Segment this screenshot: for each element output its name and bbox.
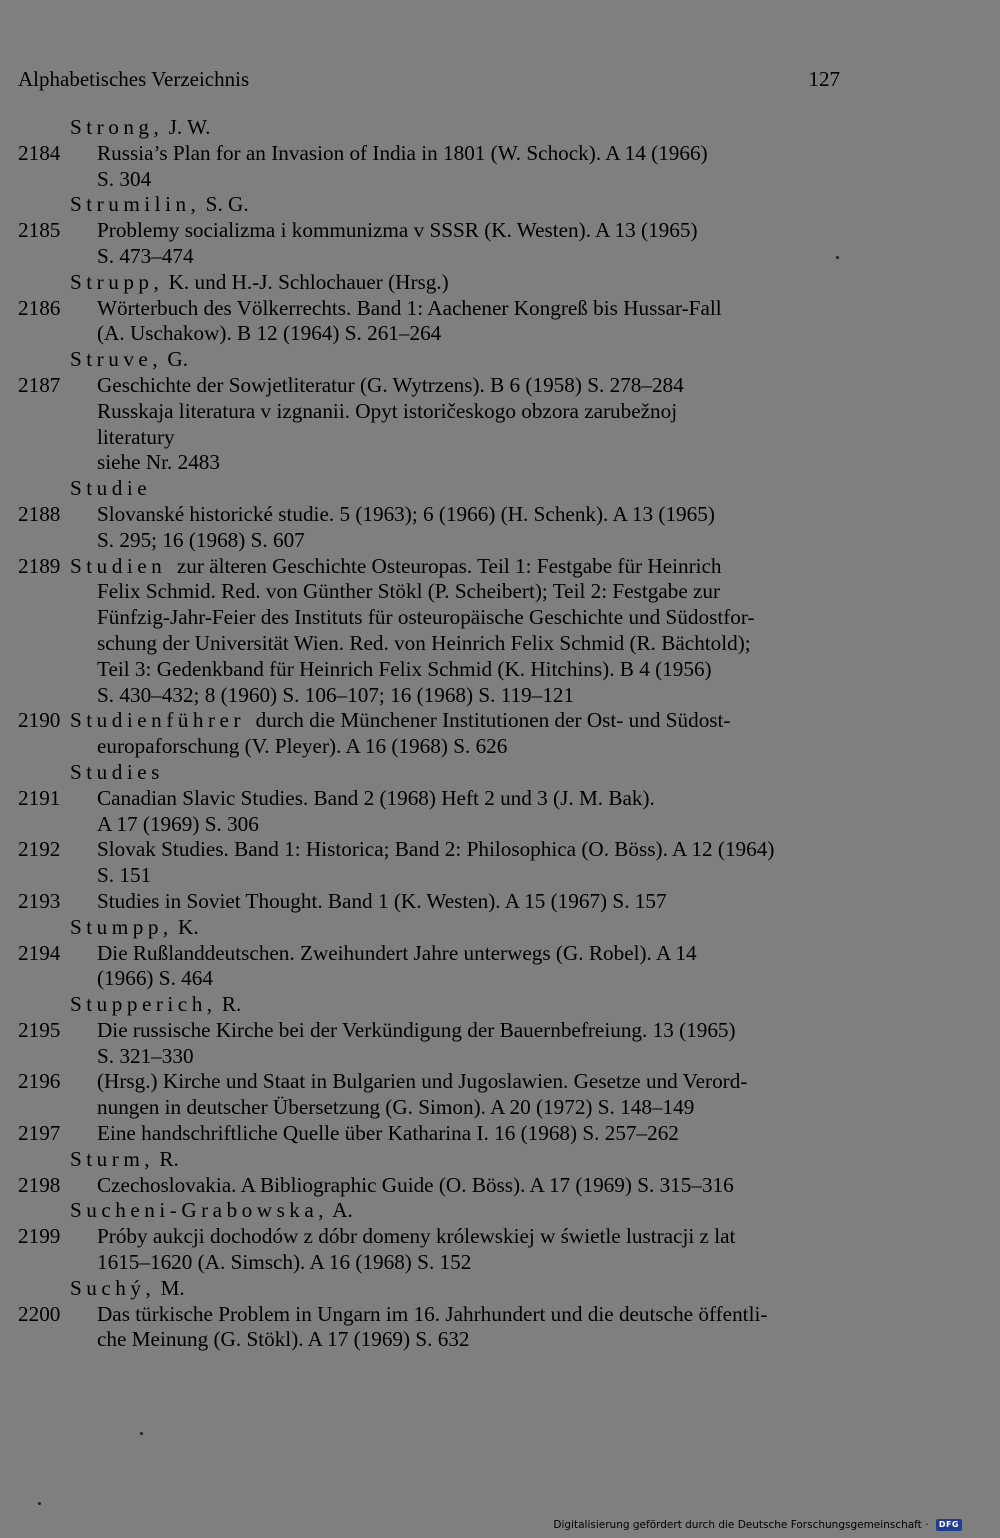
entry-text: Slovak Studies. Band 1: Historica; Band 2: Philosophica (O. Böss). A 12 (1964) — [97, 837, 775, 862]
author-name — [70, 347, 188, 373]
index-entry — [0, 1018, 1000, 1044]
author-heading — [0, 992, 1000, 1018]
entry-continuation — [0, 528, 1000, 554]
entry-number: 2193 — [18, 888, 61, 913]
entry-text: Fünfzig-Jahr-Feier des Instituts für osteuropäische Geschichte und Südostfor- — [97, 605, 755, 630]
entry-text: literatury — [97, 424, 175, 449]
index-entry — [0, 1302, 1000, 1328]
entry-text: Wörterbuch des Völkerrechts. Band 1: Aachener Kongreß bis Hussar-Fall — [97, 295, 722, 320]
author-heading — [0, 476, 1000, 502]
page-number: 127 — [808, 67, 840, 91]
entry-text: Das türkische Problem in Ungarn im 16. Jahrhundert und die deutsche öffentli- — [97, 1301, 768, 1326]
entry-remainder: M. — [155, 1275, 185, 1300]
entry-remainder: zur älteren Geschichte Osteuropas. Teil 1: Festgabe für Heinrich — [166, 553, 722, 578]
index-entry — [0, 786, 1000, 812]
entry-text: nungen in deutscher Übersetzung (G. Simon). A 20 (1972) S. 148–149 — [97, 1095, 695, 1120]
speck-mark — [38, 1502, 41, 1505]
entry-text: Russia’s Plan for an Invasion of India in 1801 (W. Schock). A 14 (1966) — [97, 140, 708, 165]
author-heading — [0, 270, 1000, 296]
entry-continuation — [0, 683, 1000, 709]
spaced-keyword: Suchý, — [70, 1275, 156, 1300]
entry-number: 2196 — [18, 1069, 61, 1094]
entry-remainder: R. — [216, 992, 242, 1017]
entry-number: 2190 — [18, 708, 61, 733]
entry-text: S. 151 — [97, 863, 152, 888]
entry-number: 2199 — [18, 1224, 61, 1249]
index-entries — [0, 115, 1000, 1353]
entry-continuation — [0, 167, 1000, 193]
entry-number: 2184 — [18, 140, 61, 165]
entry-continuation — [0, 1327, 1000, 1353]
entry-text: Czechoslovakia. A Bibliographic Guide (O. Böss). A 17 (1969) S. 315–316 — [97, 1172, 734, 1197]
entry-continuation — [0, 579, 1000, 605]
spaced-keyword: Strupp, — [70, 269, 164, 294]
index-entry — [0, 1224, 1000, 1250]
entry-remainder: R. — [154, 1146, 179, 1171]
spaced-keyword: Sucheni-Grabowska, — [70, 1198, 329, 1223]
author-name — [70, 1198, 353, 1224]
entry-continuation — [0, 450, 1000, 476]
author-name — [70, 192, 249, 218]
entry-continuation — [0, 631, 1000, 657]
entry-number: 2194 — [18, 940, 61, 965]
entry-number: 2200 — [18, 1301, 61, 1326]
entry-text: (A. Uschakow). B 12 (1964) S. 261–264 — [97, 321, 442, 346]
entry-remainder: A. — [328, 1198, 353, 1223]
index-entry — [0, 296, 1000, 322]
running-title: Alphabetisches Verzeichnis — [18, 67, 250, 91]
entry-text: S. 321–330 — [97, 1043, 194, 1068]
author-name — [70, 915, 199, 941]
entry-text: Teil 3: Gedenkband für Heinrich Felix Schmid (K. Hitchins). B 4 (1956) — [97, 656, 712, 681]
author-heading — [0, 1147, 1000, 1173]
entry-remainder: G. — [162, 347, 189, 372]
entry-continuation — [0, 605, 1000, 631]
entry-text: (1966) S. 464 — [97, 966, 213, 991]
author-heading — [0, 1198, 1000, 1224]
entry-continuation — [0, 1044, 1000, 1070]
entry-number: 2198 — [18, 1172, 61, 1197]
author-name — [70, 270, 449, 296]
spaced-keyword: Strong, — [70, 115, 164, 139]
digitization-footer — [553, 1516, 962, 1534]
author-heading — [0, 915, 1000, 941]
entry-number: 2192 — [18, 837, 61, 862]
author-name — [70, 1147, 179, 1173]
entry-continuation — [0, 1095, 1000, 1121]
author-heading — [0, 115, 1000, 141]
entry-text: che Meinung (G. Stökl). A 17 (1969) S. 632 — [97, 1327, 470, 1352]
index-entry — [0, 708, 1000, 734]
entry-continuation — [0, 657, 1000, 683]
entry-remainder: K. — [172, 914, 199, 939]
dfg-logo: DFG — [936, 1519, 962, 1531]
entry-number: 2195 — [18, 1017, 61, 1042]
entry-text: S. 304 — [97, 166, 152, 191]
entry-number: 2189 — [18, 553, 61, 578]
entry-continuation — [0, 863, 1000, 889]
index-entry — [0, 141, 1000, 167]
entry-remainder: S. G. — [200, 192, 249, 217]
entry-text: Die russische Kirche bei der Verkündigung der Bauernbefreiung. 13 (1965) — [97, 1017, 736, 1042]
author-heading — [0, 1276, 1000, 1302]
spaced-keyword: Sturm, — [70, 1146, 155, 1171]
entry-continuation — [0, 966, 1000, 992]
entry-continuation — [0, 321, 1000, 347]
footer-text: Digitalisierung gefördert durch die Deutsche Forschungsgemeinschaft · — [553, 1519, 929, 1531]
index-entry — [0, 837, 1000, 863]
page-header — [18, 64, 840, 94]
author-name — [70, 115, 210, 141]
spaced-keyword: Studies — [70, 759, 164, 784]
index-entry — [0, 502, 1000, 528]
index-entry — [0, 373, 1000, 399]
speck-mark — [140, 1432, 143, 1435]
entry-text: Próby aukcji dochodów z dóbr domeny królewskiej w świetle lustracji z lat — [97, 1224, 736, 1249]
spaced-keyword: Studien — [70, 553, 167, 578]
entry-text — [70, 708, 730, 734]
author-name — [70, 760, 164, 786]
spaced-keyword: Struve, — [70, 347, 163, 372]
entry-text: Slovanské historické studie. 5 (1963); 6 (1966) (H. Schenk). A 13 (1965) — [97, 501, 715, 526]
entry-text: S. 295; 16 (1968) S. 607 — [97, 527, 305, 552]
entry-text: (Hrsg.) Kirche und Staat in Bulgarien und Jugoslawien. Gesetze und Verord- — [97, 1069, 748, 1094]
entry-number: 2188 — [18, 501, 61, 526]
entry-text: Studies in Soviet Thought. Band 1 (K. Westen). A 15 (1967) S. 157 — [97, 888, 667, 913]
entry-text: Felix Schmid. Red. von Günther Stökl (P. Scheibert); Teil 2: Festgabe zur — [97, 579, 721, 604]
entry-text — [70, 554, 722, 580]
author-name — [70, 1276, 185, 1302]
entry-text: siehe Nr. 2483 — [97, 450, 220, 475]
entry-continuation — [0, 425, 1000, 451]
index-entry — [0, 941, 1000, 967]
entry-text: 1615–1620 (A. Simsch). A 16 (1968) S. 152 — [97, 1250, 472, 1275]
entry-remainder: K. und H.-J. Schlochauer (Hrsg.) — [163, 269, 449, 294]
spaced-keyword: Strumilin, — [70, 192, 201, 217]
entry-number: 2191 — [18, 785, 61, 810]
author-name — [70, 992, 241, 1018]
entry-remainder: durch die Münchener Institutionen der Ost- und Südost- — [245, 708, 731, 733]
spaced-keyword: Studienführer — [70, 708, 246, 733]
author-heading — [0, 347, 1000, 373]
index-entry — [0, 889, 1000, 915]
entry-number: 2187 — [18, 372, 61, 397]
index-entry — [0, 1121, 1000, 1147]
author-heading — [0, 760, 1000, 786]
entry-text: Canadian Slavic Studies. Band 2 (1968) Heft 2 und 3 (J. M. Bak). — [97, 785, 655, 810]
entry-text: Geschichte der Sowjetliteratur (G. Wytrzens). B 6 (1958) S. 278–284 — [97, 372, 684, 397]
entry-text: Problemy socializma i kommunizma v SSSR (K. Westen). A 13 (1965) — [97, 218, 698, 243]
entry-continuation — [0, 1250, 1000, 1276]
entry-continuation — [0, 244, 1000, 270]
author-heading — [0, 192, 1000, 218]
entry-continuation — [0, 812, 1000, 838]
index-entry — [0, 218, 1000, 244]
entry-text: Russkaja literatura v izgnanii. Opyt istoričeskogo obzora zarubežnoj — [97, 398, 678, 423]
entry-text: schung der Universität Wien. Red. von Heinrich Felix Schmid (R. Bächtold); — [97, 630, 751, 655]
entry-continuation — [0, 399, 1000, 425]
entry-continuation — [0, 734, 1000, 760]
spaced-keyword: Stumpp, — [70, 914, 173, 939]
index-entry — [0, 554, 1000, 580]
spaced-keyword: Studie — [70, 476, 152, 501]
spaced-keyword: Stupperich, — [70, 992, 217, 1017]
entry-text: europaforschung (V. Pleyer). A 16 (1968) S. 626 — [97, 734, 508, 759]
index-entry — [0, 1173, 1000, 1199]
entry-number: 2186 — [18, 295, 61, 320]
index-entry — [0, 1069, 1000, 1095]
entry-text: Die Rußlanddeutschen. Zweihundert Jahre unterwegs (G. Robel). A 14 — [97, 940, 697, 965]
entry-number: 2185 — [18, 218, 61, 243]
entry-number: 2197 — [18, 1121, 61, 1146]
author-name — [70, 476, 151, 502]
entry-text: A 17 (1969) S. 306 — [97, 811, 259, 836]
entry-text: S. 473–474 — [97, 243, 194, 268]
entry-text: Eine handschriftliche Quelle über Katharina I. 16 (1968) S. 257–262 — [97, 1121, 679, 1146]
speck-mark — [836, 256, 839, 259]
entry-remainder: J. W. — [163, 115, 211, 139]
entry-text: S. 430–432; 8 (1960) S. 106–107; 16 (1968) S. 119–121 — [97, 682, 575, 707]
